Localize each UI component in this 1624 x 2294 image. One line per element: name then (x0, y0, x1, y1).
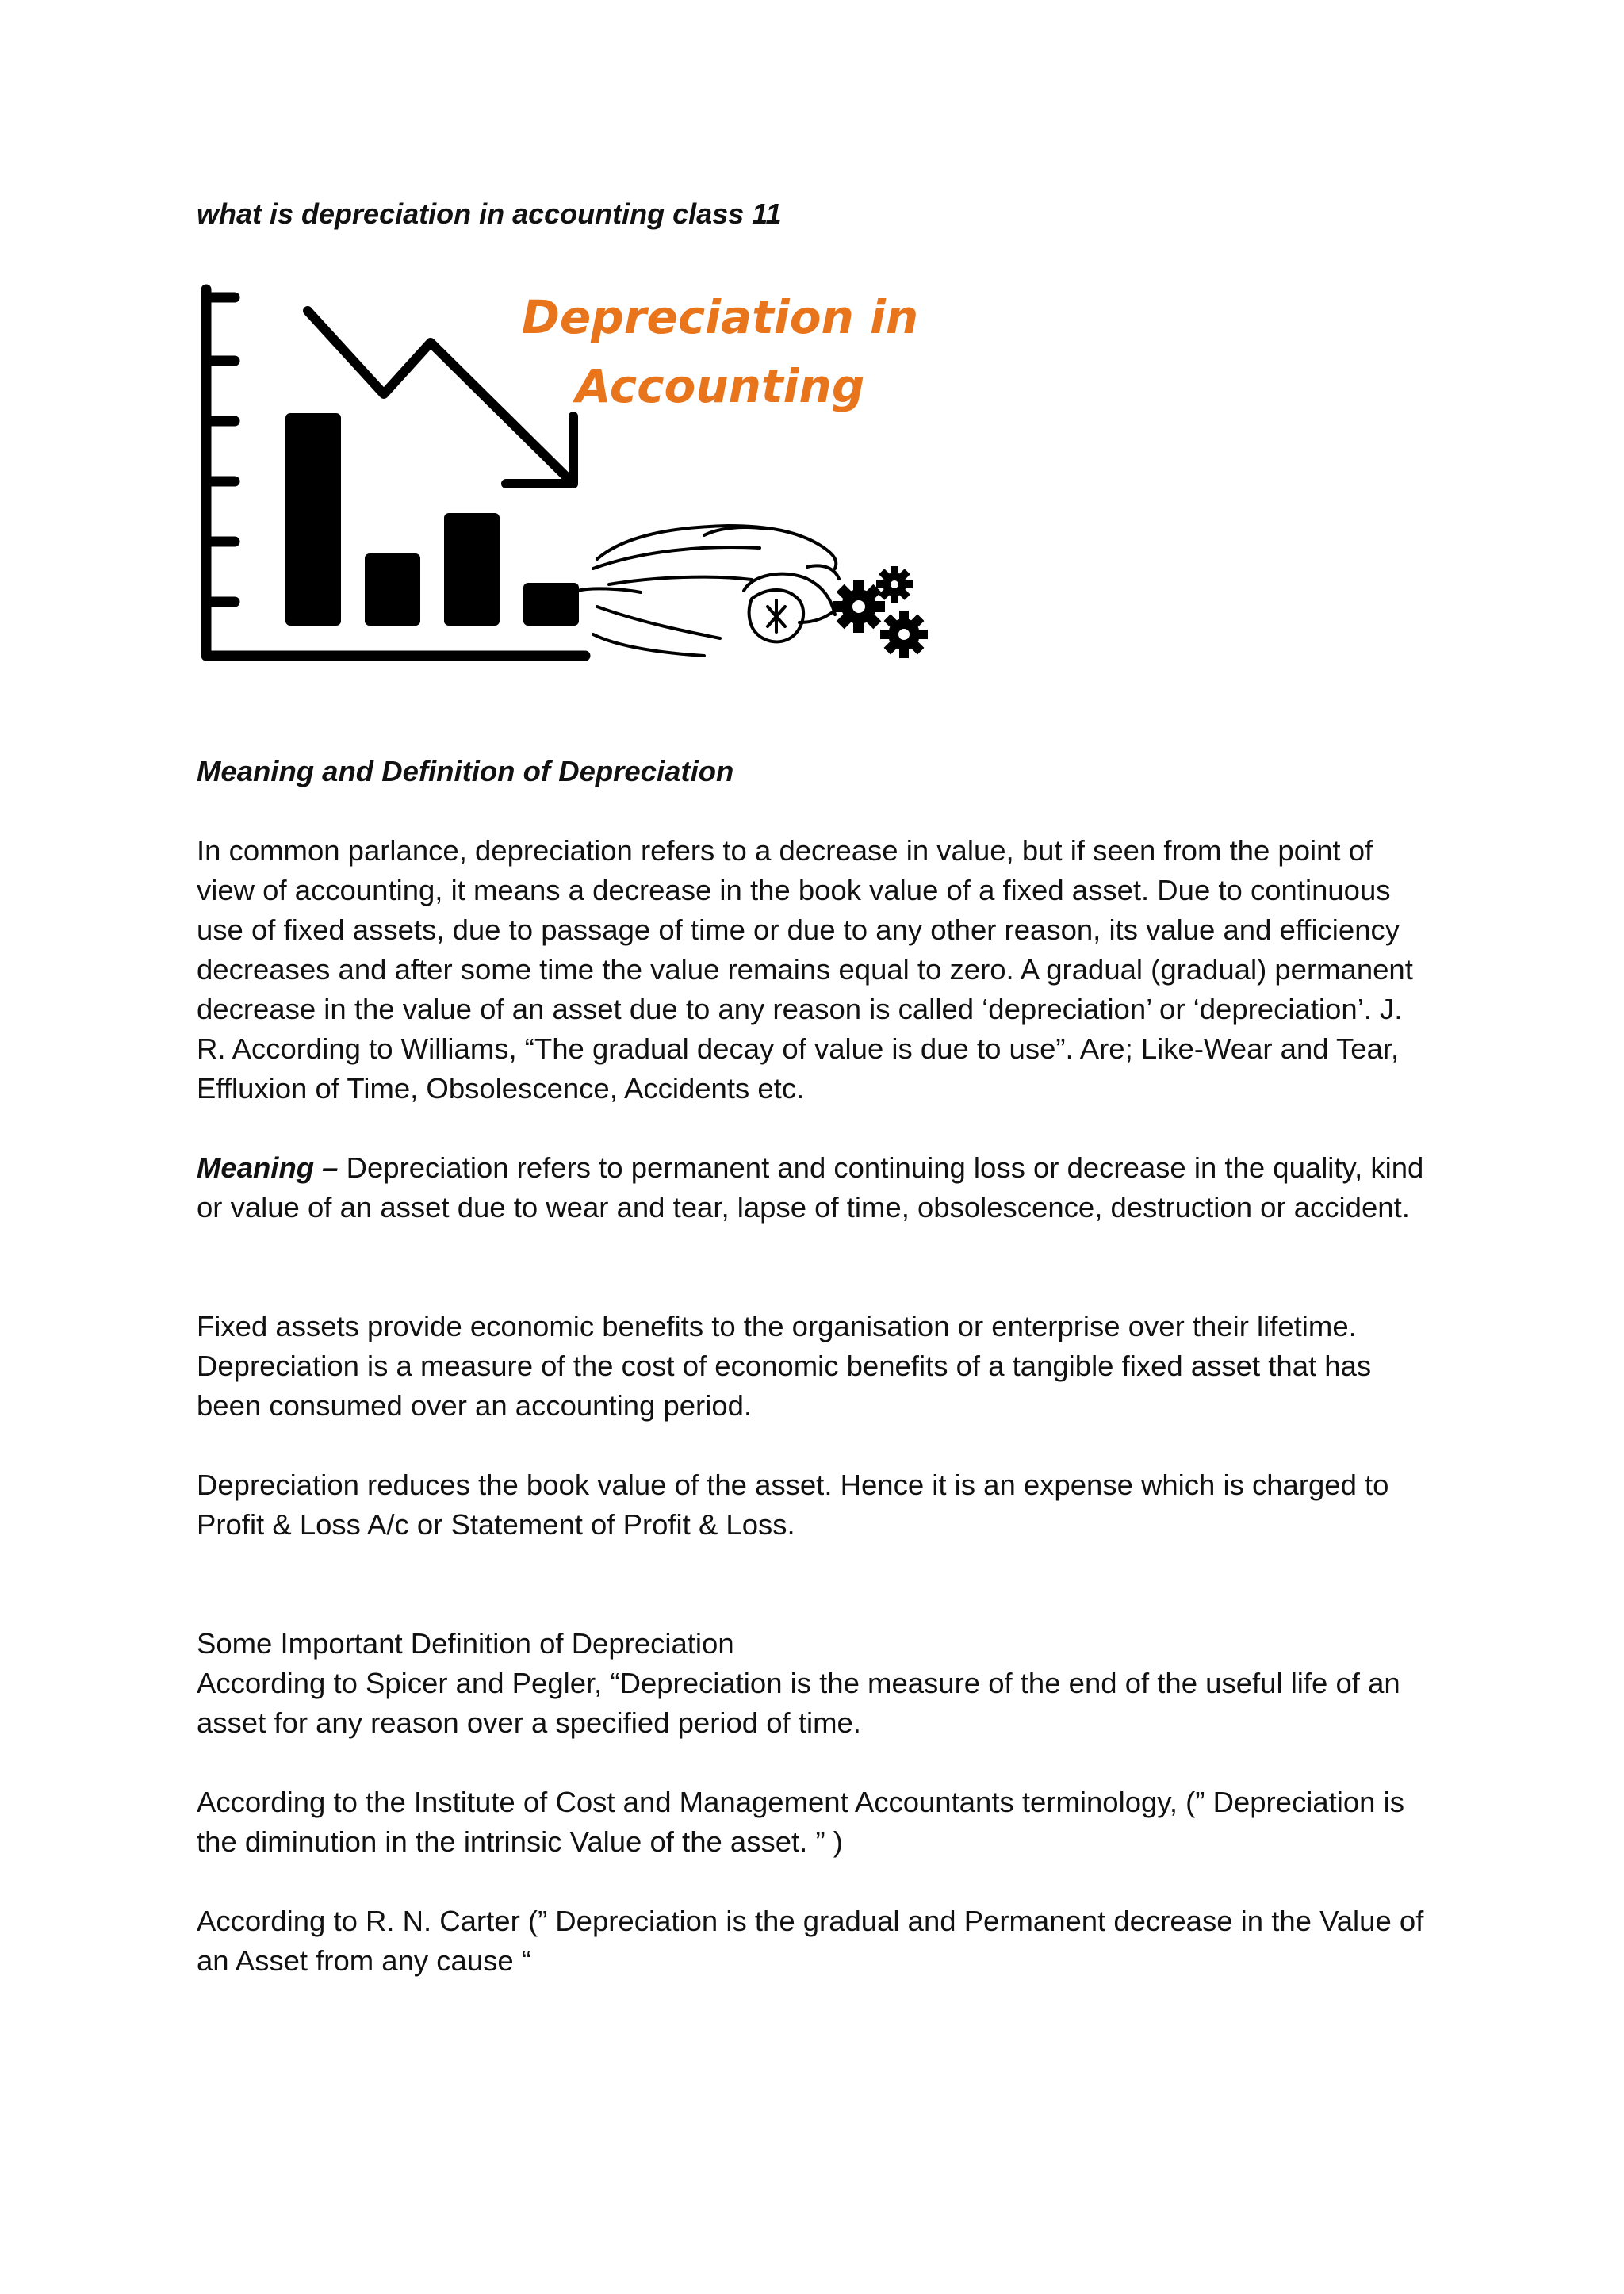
bar-3 (444, 513, 500, 626)
meaning-label: Meaning – (197, 1151, 339, 1184)
banner-heading-line1: Depreciation in (521, 290, 919, 344)
definitions-heading: Some Important Definition of Depreciation (197, 1627, 734, 1660)
bar-4 (523, 583, 579, 626)
depreciation-chart-icon (197, 274, 950, 678)
banner-heading-line2: Accounting (575, 359, 865, 413)
meaning-text: Depreciation refers to permanent and continuing loss or decrease in the quality, kind or value of an asset due to wear and tear, lapse of time, obsolescence, destruction or accident. (197, 1151, 1424, 1224)
bar-1 (285, 413, 341, 626)
spicer-pegler-definition: According to Spicer and Pegler, “Depreciation is the measure of the end of the useful life of an asset for any reason over a specified period of time. (197, 1667, 1400, 1739)
book-value-paragraph: Depreciation reduces the book value of the asset. Hence it is an expense which is charged to Profit & Loss A/c or Statement of Profit & Loss. (197, 1469, 1389, 1541)
meaning-paragraph (197, 1148, 1434, 1227)
icma-definition: According to the Institute of Cost and Management Accountants terminology, (” Depreciation is the diminution in the intrinsic Value of the asset. ” ) (197, 1786, 1404, 1858)
fixed-assets-paragraph: Fixed assets provide economic benefits to the organisation or enterprise over their lifetime. Depreciation is a measure of the cost of economic benefits of a tangible fixed asset that has been consumed over an accounting period. (197, 1310, 1372, 1422)
depreciation-illustration (197, 274, 950, 678)
bar-2 (365, 553, 420, 626)
gears-icon (833, 566, 928, 658)
carter-definition: According to R. N. Carter (” Depreciation is the gradual and Permanent decrease in the Value of an Asset from any cause “ (197, 1905, 1424, 1977)
section-heading: Meaning and Definition of Depreciation (197, 755, 734, 787)
sports-car-icon (577, 526, 839, 656)
intro-paragraph: In common parlance, depreciation refers to a decrease in value, but if seen from the point of view of accounting, it means a decrease in the book value of a fixed asset. Due to continuous use of fixed assets, due to passage of time or due to any other reason, its value and efficiency decreases and after some time the value remains equal to zero. A gradual (gradual) permanent decrease in the value of an asset due to any reason is called ‘depreciation’ or ‘depreciation’. J. R. According to Williams, “The gradual decay of value is due to use”. Are; Like-Wear and Tear, Effluxion of Time, Obsolescence, Accidents etc. (197, 834, 1413, 1105)
document-title: what is depreciation in accounting class 11 (197, 197, 782, 230)
